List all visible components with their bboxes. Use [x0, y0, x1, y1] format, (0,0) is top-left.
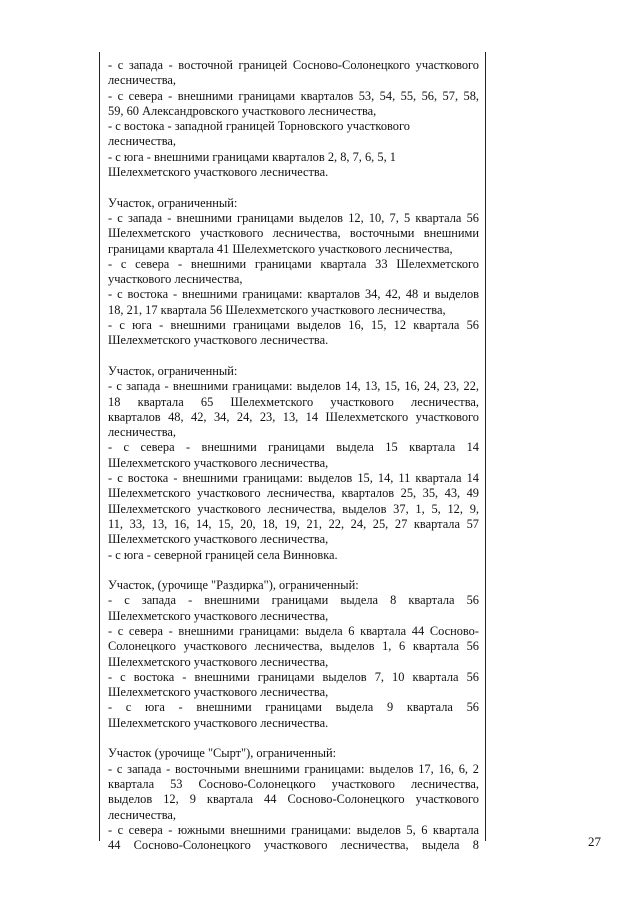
text-line: лесничества, [108, 73, 176, 88]
text-line: Шелехметского участкового лесничества, выделов 37, 1, 5, 12, 9, [108, 501, 479, 516]
text-line: - с востока - внешними границами: кварталов 34, 42, 48 и выделов [108, 287, 479, 302]
text-line: - с юга - внешними границами кварталов 2, 8, 7, 6, 5, 1 [108, 149, 396, 164]
text-line: - с севера - внешними границами кварталов 53, 54, 55, 56, 57, 58, [108, 88, 479, 103]
text-line: - с севера - внешними границами квартала 33 Шелехметского [108, 256, 479, 271]
text-line: - с запада - внешними границами: выделов 14, 13, 15, 16, 24, 23, 22, [108, 379, 479, 394]
text-line: Участок, (урочище "Раздирка"), ограниченный: [108, 578, 359, 593]
text-line: Шелехметского участкового лесничества, восточными внешними [108, 226, 479, 241]
document-text-frame [99, 52, 486, 853]
text-section [108, 58, 479, 180]
text-line: 18 квартала 65 Шелехметского участкового лесничества, [108, 394, 479, 409]
text-line: участкового лесничества, [108, 272, 243, 287]
text-line: Шелехметского участкового лесничества. [108, 333, 329, 348]
text-line: - с востока - внешними границами выделов 7, 10 квартала 56 [108, 669, 479, 684]
text-section [108, 578, 479, 731]
text-section [108, 364, 479, 563]
text-line: - с запада - внешними границами выделов 12, 10, 7, 5 квартала 56 [108, 210, 479, 225]
text-line: 18, 21, 17 квартала 56 Шелехметского участкового лесничества, [108, 302, 446, 317]
text-line: Солонецкого участкового лесничества, выделов 1, 6 квартала 56 [108, 639, 479, 654]
text-section [108, 746, 479, 853]
text-line: Шелехметского участкового лесничества, [108, 455, 329, 470]
text-line: кварталов 48, 42, 34, 24, 23, 13, 14 Шелехметского участкового [108, 409, 479, 424]
text-line: Шелехметского участкового лесничества, [108, 532, 329, 547]
text-line: границами квартала 41 Шелехметского участкового лесничества, [108, 241, 453, 256]
text-line: - с юга - внешними границами выдела 9 квартала 56 [108, 700, 479, 715]
text-line: Участок, ограниченный: [108, 195, 238, 210]
text-line: Шелехметского участкового лесничества. [108, 715, 329, 730]
text-line: - с запада - восточными внешними границами: выделов 17, 16, 6, 2 [108, 761, 479, 776]
text-line: Шелехметского участкового лесничества, [108, 685, 329, 700]
text-line: лесничества, [108, 134, 176, 149]
text-line: - с запада - восточной границей Сосново-Солонецкого участкового [108, 58, 479, 72]
text-line: 11, 33, 13, 16, 14, 15, 20, 18, 19, 21, 22, 24, 25, 27 квартала 57 [108, 516, 479, 531]
text-line: 44 Сосново-Солонецкого участкового лесничества, выдела 8 [108, 838, 479, 853]
text-line: - с востока - западной границей Торновского участкового [108, 119, 410, 134]
text-line: Участок, ограниченный: [108, 363, 238, 378]
text-line: - с юга - северной границей села Винновка. [108, 547, 338, 562]
text-line: - с севера - внешними границами: выдела 6 квартала 44 Сосново- [108, 623, 479, 638]
text-line: Шелехметского участкового лесничества. [108, 165, 329, 180]
document-body [108, 58, 479, 869]
text-section [108, 196, 479, 349]
text-line: - с севера - внешними границами выдела 15 квартала 14 [108, 440, 479, 455]
text-line: лесничества, [108, 425, 176, 440]
text-line: Шелехметского участкового лесничества, [108, 608, 329, 623]
page-number: 27 [588, 834, 601, 849]
text-line: - с юга - внешними границами выделов 16, 15, 12 квартала 56 [108, 318, 479, 333]
text-line: - с севера - южными внешними границами: выделов 5, 6 квартала [108, 822, 479, 837]
text-line: Участок (урочище "Сырт"), ограниченный: [108, 746, 337, 761]
text-line: - с востока - внешними границами: выделов 15, 14, 11 квартала 14 [108, 471, 479, 486]
text-line: квартала 53 Сосново-Солонецкого участкового лесничества, [108, 776, 479, 791]
text-line: Шелехметского участкового лесничества, [108, 654, 329, 669]
text-line: лесничества, [108, 807, 176, 822]
text-line: 59, 60 Александровского участкового лесничества, [108, 103, 377, 118]
text-line: - с запада - внешними границами выдела 8 квартала 56 [108, 593, 479, 608]
text-line: выделов 12, 9 квартала 44 Сосново-Солонецкого участкового [108, 792, 479, 807]
text-line: Шелехметского участкового лесничества, кварталов 25, 35, 43, 49 [108, 486, 479, 501]
